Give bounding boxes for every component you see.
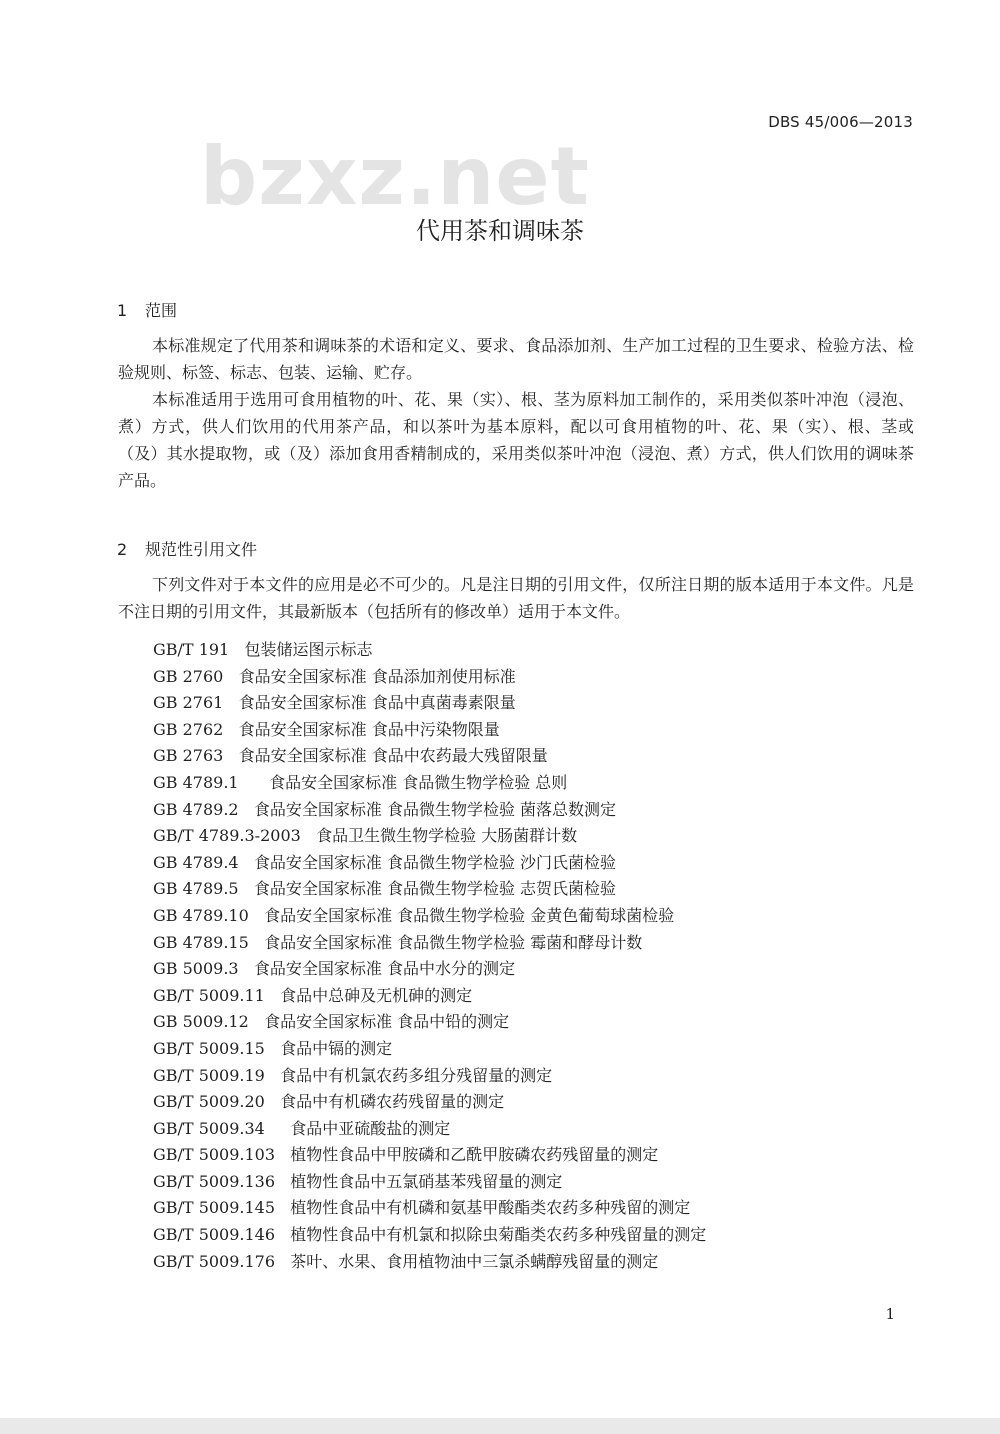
- section-1-heading: [117, 298, 177, 321]
- reference-title: 食品中总砷及无机砷的测定: [280, 985, 473, 1005]
- reference-code: GB/T 191: [153, 640, 230, 659]
- reference-item: [153, 1089, 706, 1116]
- reference-code: GB 2761: [153, 693, 224, 713]
- reference-item: [153, 1249, 706, 1276]
- reference-code: GB/T 5009.176: [153, 1251, 276, 1271]
- reference-title: 食品中亚硫酸盐的测定: [290, 1118, 451, 1138]
- reference-item: [153, 797, 706, 824]
- reference-title: 食品安全国家标准 食品微生物学检验 菌落总数测定: [253, 799, 617, 819]
- reference-title: 食品安全国家标准 食品中污染物限量: [238, 719, 500, 739]
- reference-code: GB/T 5009.11: [153, 985, 265, 1005]
- section-1-number: 1: [117, 301, 128, 320]
- reference-item: [153, 1169, 706, 1196]
- section-1-paragraph-2: 本标准适用于选用可食用植物的叶、花、果（实）、根、茎为原料加工制作的，采用类似茶叶冲泡（浸泡、煮）方式，供人们饮用的代用茶产品，和以茶叶为基本原料，配以可食用植物的叶、花、果（实）、根、茎或（及）其水提取物，或（及）添加食用香精制成的，采用类似茶叶冲泡（浸泡、煮）方式，供人们饮用的调味茶产品。: [118, 390, 914, 490]
- reference-item: [153, 1222, 706, 1249]
- reference-code: GB/T 5009.15: [153, 1038, 265, 1058]
- reference-title: 食品安全国家标准 食品微生物学检验 志贺氏菌检验: [253, 879, 617, 899]
- reference-title: 食品中镉的测定: [280, 1038, 393, 1058]
- section-2-number: 2: [117, 540, 128, 559]
- section-2-title: 规范性引用文件: [145, 540, 258, 559]
- reference-code: GB 4789.2: [153, 799, 239, 819]
- reference-title: 食品安全国家标准 食品中水分的测定: [253, 959, 515, 979]
- reference-item: [153, 956, 706, 983]
- reference-code: GB 5009.3: [153, 959, 239, 979]
- reference-code: GB 4789.5: [153, 879, 239, 899]
- reference-item: [153, 1195, 706, 1222]
- reference-title: 食品安全国家标准 食品微生物学检验 金黄色葡萄球菌检验: [264, 905, 675, 925]
- reference-code: GB/T 5009.103: [153, 1145, 276, 1165]
- reference-code: GB 2760: [153, 666, 224, 686]
- reference-code: GB 2763: [153, 746, 224, 766]
- reference-title: 植物性食品中有机氯和拟除虫菊酯类农药多种残留量的测定: [290, 1225, 707, 1245]
- reference-item: [153, 903, 706, 930]
- reference-item: [153, 850, 706, 877]
- reference-item: [153, 717, 706, 744]
- reference-item: [153, 983, 706, 1010]
- reference-code: GB 4789.10: [153, 905, 249, 925]
- reference-item: [153, 1063, 706, 1090]
- page-number: 1: [885, 1305, 895, 1323]
- reference-title: 食品安全国家标准 食品微生物学检验 总则: [269, 772, 568, 792]
- reference-item: [153, 823, 706, 850]
- reference-item: [153, 690, 706, 717]
- reference-title: 食品安全国家标准 食品添加剂使用标准: [238, 666, 516, 686]
- watermark: bzxz.net: [200, 130, 590, 223]
- reference-item: [153, 664, 706, 691]
- reference-item: [153, 637, 706, 664]
- section-1-paragraph-1: 本标准规定了代用茶和调味茶的术语和定义、要求、食品添加剂、生产加工过程的卫生要求、检验方法、检验规则、标签、标志、包装、运输、贮存。: [118, 336, 914, 382]
- reference-title: 包装储运图示标志: [244, 640, 373, 659]
- reference-code: GB/T 5009.146: [153, 1225, 276, 1245]
- reference-item: [153, 1116, 706, 1143]
- reference-title: 食品中有机氯农药多组分残留量的测定: [280, 1065, 553, 1085]
- reference-code: GB/T 4789.3-2003: [153, 826, 301, 846]
- reference-title: 植物性食品中甲胺磷和乙酰甲胺磷农药残留量的测定: [290, 1145, 659, 1165]
- reference-code: GB 4789.1: [153, 772, 239, 792]
- reference-title: 食品安全国家标准 食品微生物学检验 霉菌和酵母计数: [264, 932, 643, 952]
- reference-title: 食品安全国家标准 食品中铅的测定: [264, 1012, 510, 1032]
- document-title: 代用茶和调味茶: [416, 217, 584, 245]
- section-2-intro: 下列文件对于本文件的应用是必不可少的。凡是注日期的引用文件，仅所注日期的版本适用于本文件。凡是不注日期的引用文件，其最新版本（包括所有的修改单）适用于本文件。: [118, 575, 914, 621]
- reference-code: GB/T 5009.145: [153, 1198, 276, 1218]
- reference-item: [153, 1009, 706, 1036]
- reference-code: GB 2762: [153, 719, 224, 739]
- reference-code: GB 5009.12: [153, 1012, 249, 1032]
- section-2-heading: [117, 537, 257, 560]
- reference-item: [153, 770, 706, 797]
- reference-title: 茶叶、水果、食用植物油中三氯杀螨醇残留量的测定: [290, 1251, 659, 1271]
- reference-code: GB 4789.4: [153, 852, 239, 872]
- reference-title: 食品卫生微生物学检验 大肠菌群计数: [316, 826, 578, 846]
- reference-title: 食品安全国家标准 食品中农药最大残留限量: [238, 746, 548, 766]
- reference-code: GB 4789.15: [153, 932, 249, 952]
- reference-title: 食品中有机磷农药残留量的测定: [280, 1092, 505, 1112]
- reference-title: 植物性食品中有机磷和氨基甲酸酯类农药多种残留的测定: [290, 1198, 691, 1218]
- reference-item: [153, 1142, 706, 1169]
- reference-code: GB/T 5009.19: [153, 1065, 265, 1085]
- reference-code: GB/T 5009.34: [153, 1118, 265, 1138]
- reference-title: 食品安全国家标准 食品微生物学检验 沙门氏菌检验: [253, 852, 617, 872]
- reference-code: GB/T 5009.136: [153, 1171, 276, 1191]
- reference-code: GB/T 5009.20: [153, 1092, 265, 1112]
- reference-item: [153, 930, 706, 957]
- standard-code: DBS 45/006—2013: [768, 113, 913, 131]
- section-1-title: 范围: [145, 301, 178, 320]
- reference-item: [153, 876, 706, 903]
- reference-title: 食品安全国家标准 食品中真菌毒素限量: [238, 693, 516, 713]
- reference-title: 植物性食品中五氯硝基苯残留量的测定: [290, 1171, 563, 1191]
- reference-list: [153, 637, 706, 1275]
- reference-item: [153, 1036, 706, 1063]
- reference-item: [153, 743, 706, 770]
